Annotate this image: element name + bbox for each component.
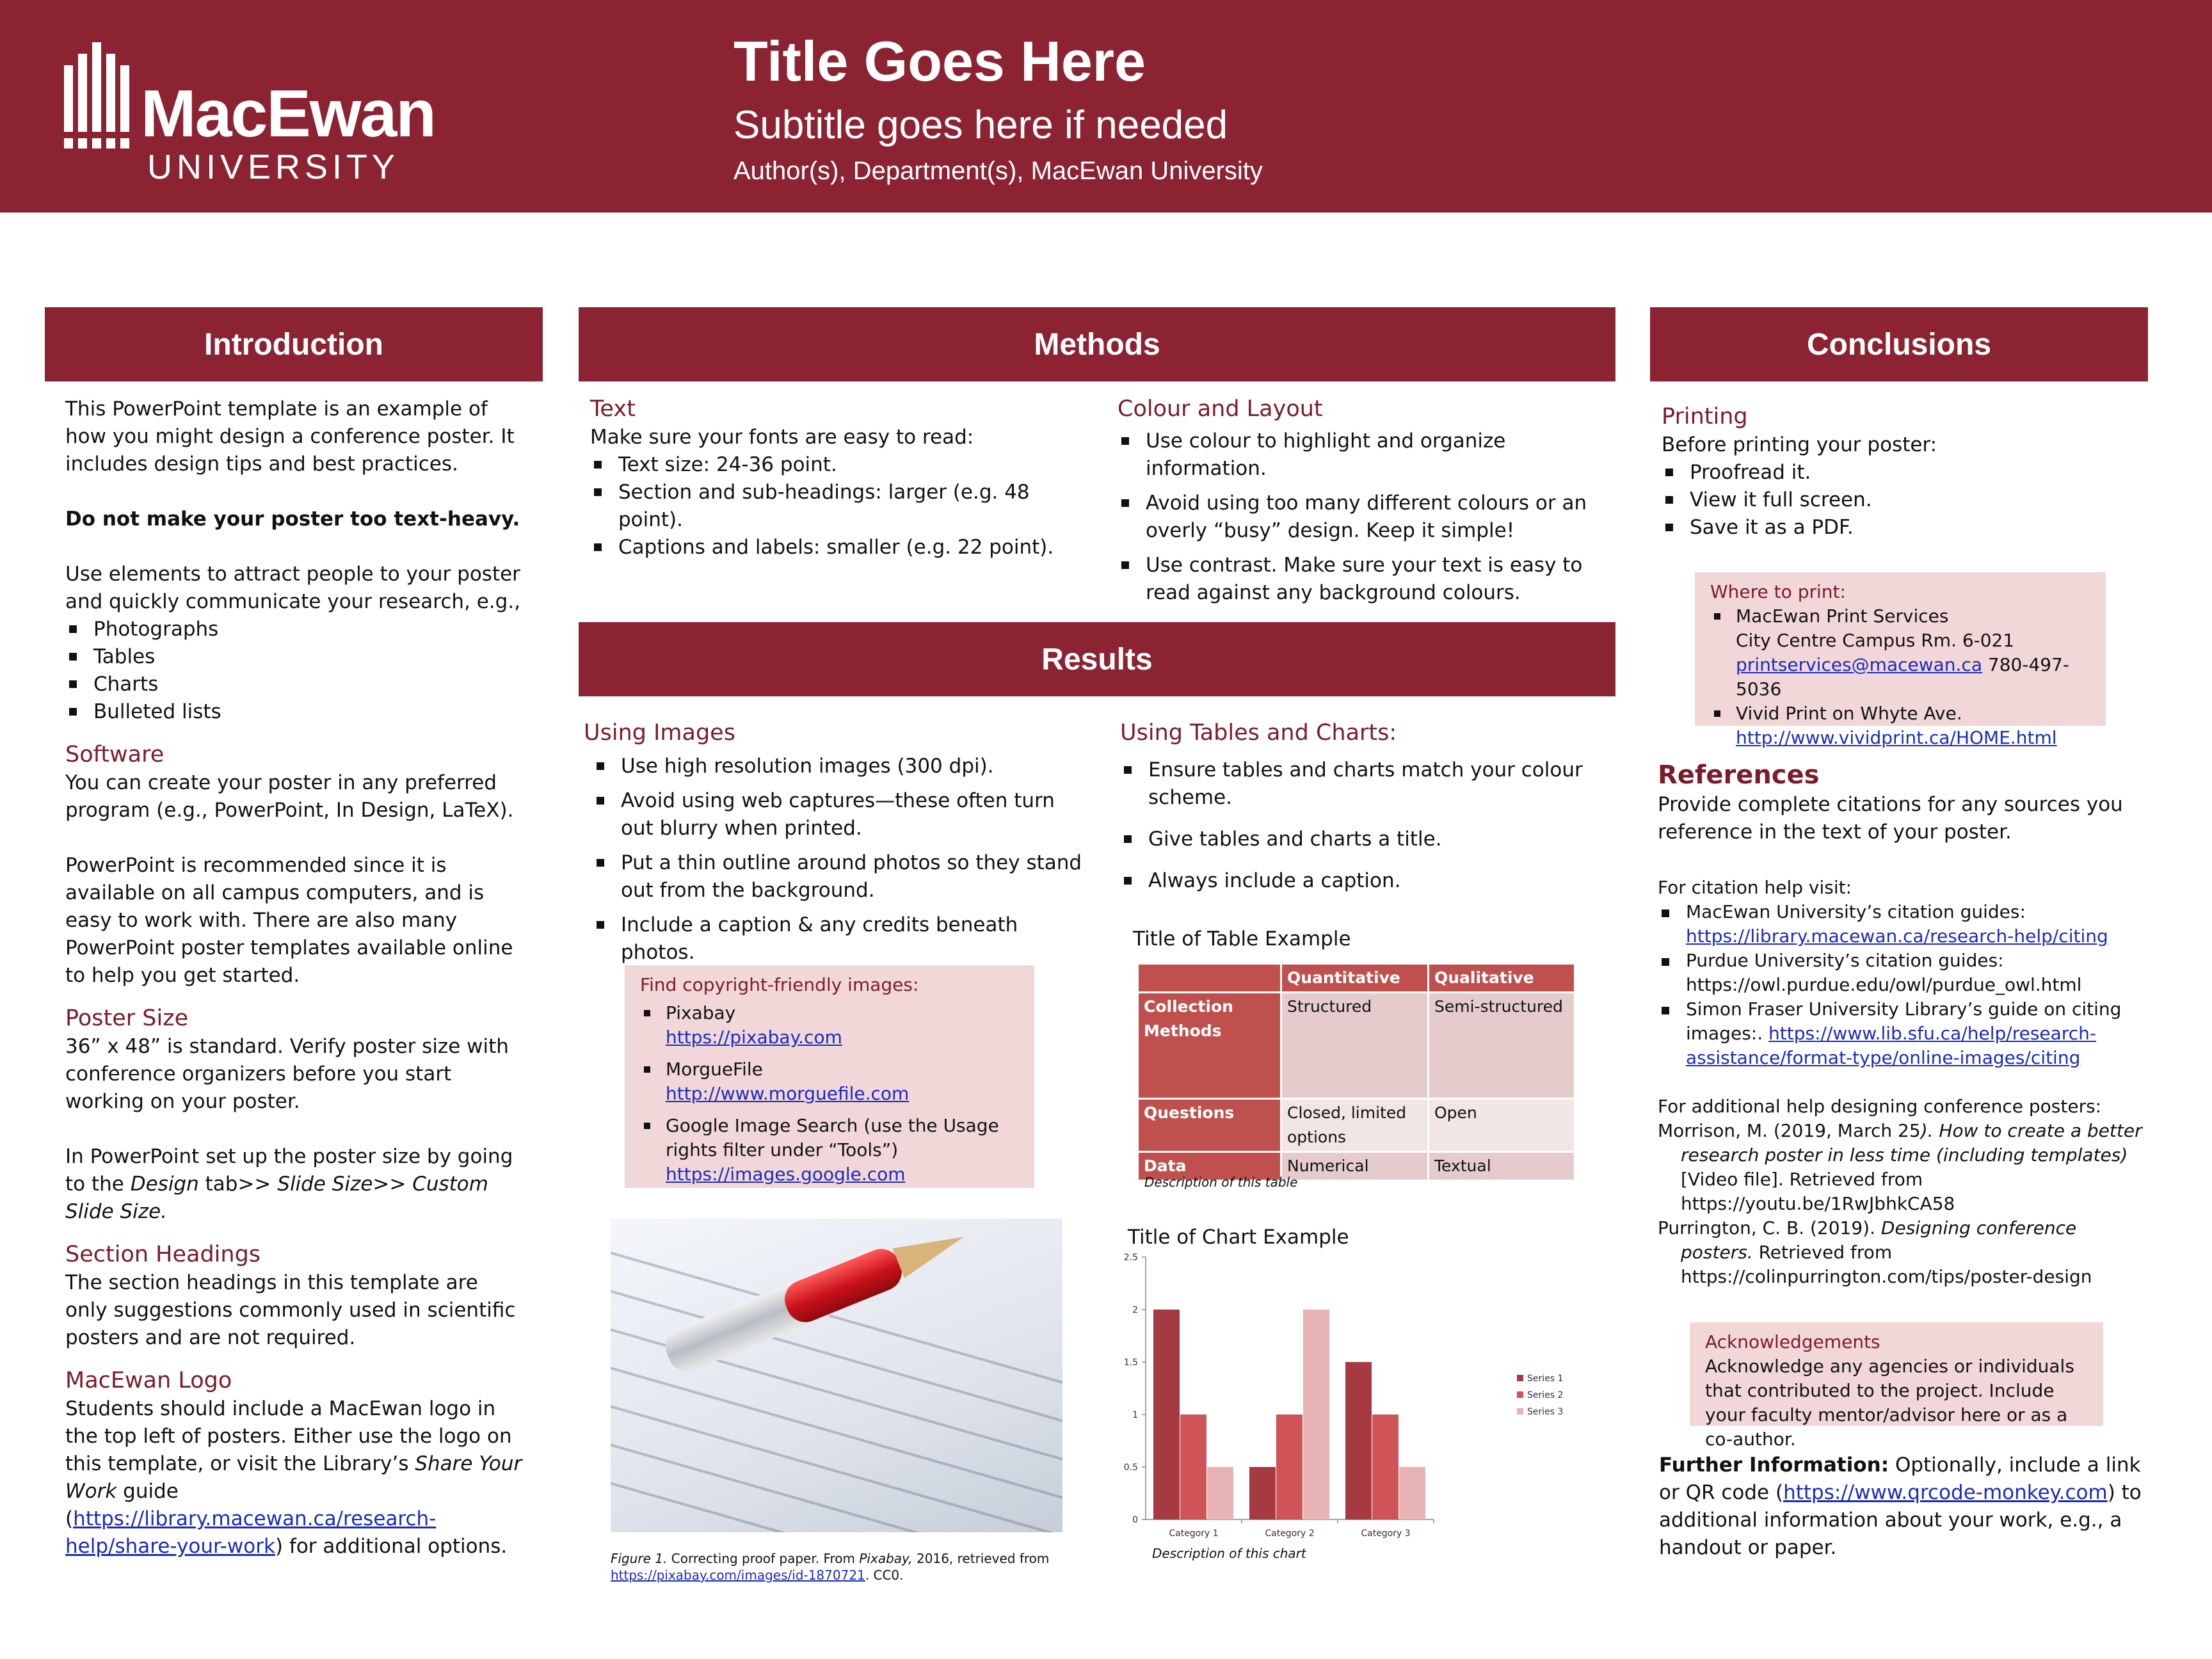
methods-heading: Methods — [579, 307, 1615, 381]
citation-help-column — [1658, 876, 2144, 1289]
chart-y-tick-label: 1.5 — [1123, 1358, 1138, 1368]
morguefile-link[interactable]: http://www.morguefile.com — [666, 1083, 910, 1104]
results-tables-column — [1120, 718, 1632, 895]
acknowledgements-title: Acknowledgements — [1705, 1331, 1880, 1352]
chart-caption: Description of this chart — [1152, 1546, 1306, 1561]
acknowledgements-box — [1690, 1322, 2103, 1450]
where-box-title: Where to print: — [1710, 581, 1846, 602]
using-images-subheading: Using Images — [584, 720, 735, 746]
list-item: MacEwan University’s citation guides: https://library.macewan.ca/research-help/citing — [1658, 900, 2144, 949]
poster-subtitle: Subtitle goes here if needed — [733, 102, 1228, 147]
qrcode-monkey-link[interactable]: https://www.qrcode-monkey.com — [1783, 1481, 2108, 1504]
copyright-list — [640, 1001, 1019, 1187]
chart-bar — [1399, 1467, 1425, 1519]
text-bullet-list — [590, 451, 1077, 561]
logo-subheading: MacEwan Logo — [65, 1368, 232, 1393]
list-item: Vivid Print on Whyte Ave. http://www.vividprint.ca/HOME.html — [1710, 701, 2090, 750]
logo-bars-icon — [64, 42, 128, 151]
list-item: Always include a caption. — [1120, 867, 1632, 895]
list-item: Text size: 24-36 point. — [590, 451, 1077, 479]
vividprint-link[interactable]: http://www.vividprint.ca/HOME.html — [1736, 727, 2057, 748]
list-item: MacEwan Print Services City Centre Campus Rm. 6-021 printservices@macewan.ca 780-497-5036 — [1710, 604, 2090, 701]
chart-x-tick-label: Category 2 — [1265, 1528, 1315, 1539]
acknowledgements-text: Acknowledge any agencies or individuals that contributed to the project. Include your faculty mentor/advisor here or as a co-author. — [1705, 1356, 2074, 1450]
table-cell: Numerical — [1281, 1152, 1429, 1181]
table-cell: Data — [1138, 1152, 1281, 1181]
logo-paragraph: Students should include a MacEwan logo in the top left of posters. Either use the logo on this template, or visit the Library’s Share Your Work guide (https://library.macewan.ca/research-help/share-your-work) for additional options. — [65, 1397, 522, 1558]
chart-bar — [1372, 1415, 1399, 1519]
printing-intro: Before printing your poster: — [1662, 433, 1937, 456]
table-cell: Closed, limited options — [1281, 1099, 1429, 1152]
list-item: View it full screen. — [1662, 486, 2148, 514]
print-locations-list — [1710, 604, 2090, 750]
chart-y-tick-label: 0.5 — [1123, 1463, 1138, 1473]
table-cell: Collection Methods — [1138, 993, 1281, 1099]
further-information: Further Information: Optionally, include a link or QR code (https://www.qrcode-monkey.com) to additional information about your work, e.g., a handout or paper. — [1659, 1454, 2142, 1559]
logo-subtext: UNIVERSITY — [147, 148, 400, 186]
table-row — [1138, 1099, 1575, 1152]
proofreading-photo — [611, 1219, 1062, 1532]
section-headings-subheading: Section Headings — [65, 1242, 261, 1267]
poster-size-paragraph-1: 36” x 48” is standard. Verify poster size with conference organizers before you start working on your poster. — [65, 1035, 509, 1113]
chart-legend-label: Series 1 — [1527, 1374, 1564, 1384]
list-item: Section and sub-headings: larger (e.g. 48 point). — [590, 479, 1077, 534]
bar-chart — [1114, 1248, 1575, 1549]
list-item: Proofread it. — [1662, 459, 2148, 486]
citation-help-text: For citation help visit: — [1658, 877, 1852, 898]
colour-subheading: Colour and Layout — [1118, 396, 1323, 422]
poster-size-subheading: Poster Size — [65, 1006, 189, 1031]
title-block — [733, 31, 1263, 186]
citation-guides-list — [1658, 900, 2144, 1070]
images-bullet-list — [593, 753, 1083, 966]
chart-x-tick-label: Category 3 — [1361, 1528, 1411, 1539]
list-item: Pixabay https://pixabay.com — [640, 1001, 1019, 1050]
example-table — [1137, 963, 1576, 1182]
references-paragraph: Provide complete citations for any sources you reference in the text of your poster. — [1658, 793, 2123, 844]
additional-help-text: For additional help designing conference posters: — [1658, 1096, 2102, 1117]
print-services-email-link[interactable]: printservices@macewan.ca — [1736, 654, 1982, 675]
figure-caption: Figure 1. Correcting proof paper. From Pixabay, 2016, retrieved from https://pixabay.com/images/id-1870721. CC0. — [611, 1551, 1050, 1583]
colour-bullet-list — [1118, 428, 1617, 607]
table-caption: Description of this table — [1144, 1174, 1298, 1190]
tables-bullet-list — [1120, 757, 1632, 895]
list-item: Use contrast. Make sure your text is easy to read against any background colours. — [1118, 552, 1617, 607]
poster-authors: Author(s), Department(s), MacEwan University — [733, 157, 1263, 186]
header-band — [0, 0, 2212, 212]
text-intro: Make sure your fonts are easy to read: — [590, 426, 974, 449]
table-cell: Questions — [1138, 1099, 1281, 1152]
list-item: Bulleted lists — [65, 698, 526, 726]
list-item: Ensure tables and charts match your colour scheme. — [1120, 757, 1632, 812]
chart-bar — [1180, 1415, 1206, 1519]
reference-entry: Morrison, M. (2019, March 25). How to create a better research poster in less time (including templates) [Video file]. Retrieved from https://youtu.be/1RwJbhkCA58 — [1658, 1120, 2142, 1214]
methods-text-column — [590, 394, 1077, 561]
google-images-link[interactable]: https://images.google.com — [666, 1164, 906, 1185]
chart-legend-label: Series 2 — [1527, 1390, 1564, 1400]
table-header-row — [1138, 964, 1575, 993]
where-to-print-box — [1695, 572, 2106, 748]
references-heading: References — [1658, 760, 1820, 790]
text-subheading: Text — [590, 396, 636, 422]
intro-bullet-list — [65, 616, 526, 726]
table-row — [1138, 993, 1575, 1099]
chart-bar — [1303, 1310, 1329, 1519]
list-item: Put a thin outline around photos so they stand out from the background. — [593, 849, 1083, 904]
list-item: Google Image Search (use the Usage rights filter under “Tools”) https://images.google.com — [640, 1114, 1019, 1187]
logo-name: MacEwan — [141, 77, 435, 151]
table-cell: Open — [1429, 1099, 1575, 1152]
table-cell: Structured — [1281, 993, 1429, 1099]
printing-subheading: Printing — [1662, 404, 1748, 429]
table-title: Title of Table Example — [1133, 927, 1351, 950]
intro-warning: Do not make your poster too text-heavy. — [65, 508, 520, 531]
chart-bar — [1276, 1415, 1302, 1519]
chart-legend-label: Series 3 — [1527, 1407, 1564, 1417]
list-item: Use high resolution images (300 dpi). — [593, 753, 1083, 780]
chart-legend-swatch — [1517, 1375, 1523, 1381]
list-item: Purdue University’s citation guides: https://owl.purdue.edu/owl/purdue_owl.html — [1658, 949, 2144, 997]
chart-x-tick-label: Category 1 — [1169, 1528, 1219, 1539]
conclusions-heading: Conclusions — [1650, 307, 2148, 381]
table-header-cell: Qualitative — [1429, 964, 1575, 993]
pixabay-link[interactable]: https://pixabay.com — [666, 1027, 842, 1048]
table-header-cell — [1138, 964, 1281, 993]
list-item: Save it as a PDF. — [1662, 514, 2148, 541]
list-item: Photographs — [65, 616, 526, 643]
table-header-cell: Quantitative — [1281, 964, 1429, 993]
copyright-images-box — [625, 965, 1034, 1188]
chart-bar — [1207, 1467, 1233, 1519]
list-item: Include a caption & any credits beneath photos. — [593, 911, 1083, 966]
chart-title: Title of Chart Example — [1128, 1226, 1349, 1249]
list-item: Simon Fraser University Library’s guide on citing images:. https://www.lib.sfu.ca/help/research-assistance/format-type/online-images/citing — [1658, 997, 2144, 1070]
intro-paragraph: This PowerPoint template is an example of how you might design a conference poster. It includes design tips and best practices. — [65, 397, 515, 476]
chart-y-tick-label: 2.5 — [1123, 1253, 1138, 1263]
software-subheading: Software — [65, 742, 164, 767]
share-your-work-link[interactable]: https://library.macewan.ca/research-help/share-your-work — [65, 1507, 437, 1558]
printing-bullet-list — [1662, 459, 2148, 541]
chart-bar — [1249, 1467, 1276, 1519]
references-column — [1658, 759, 2151, 846]
table-cell: Textual — [1429, 1152, 1575, 1181]
chart-y-tick-label: 0 — [1132, 1515, 1138, 1525]
chart-bar — [1153, 1310, 1180, 1519]
copyright-box-title: Find copyright-friendly images: — [640, 974, 919, 995]
intro-elements-text: Use elements to attract people to your poster and quickly communicate your research, e.g., — [65, 563, 521, 613]
list-item: Tables — [65, 643, 526, 671]
reference-entry: Purrington, C. B. (2019). Designing conference posters. Retrieved from https://colinpurrington.com/tips/poster-design — [1658, 1217, 2092, 1287]
list-item: MorgueFile http://www.morguefile.com — [640, 1057, 1019, 1106]
chart-y-tick-label: 1 — [1132, 1410, 1138, 1420]
list-item: Captions and labels: smaller (e.g. 22 point). — [590, 534, 1077, 561]
poster-size-paragraph-2: In PowerPoint set up the poster size by going to the Design tab>> Slide Size>> Custom Slide Size. — [65, 1145, 513, 1223]
software-paragraph-2: PowerPoint is recommended since it is available on all campus computers, and is easy to work with. There are also many PowerPoint poster templates available online to help you get started. — [65, 854, 513, 987]
chart-bar — [1345, 1362, 1372, 1519]
chart-legend-swatch — [1517, 1391, 1523, 1398]
introduction-heading: Introduction — [45, 307, 543, 381]
results-images-column — [584, 718, 1083, 974]
poster-title: Title Goes Here — [733, 29, 1146, 93]
introduction-column — [65, 396, 526, 1560]
methods-colour-column — [1118, 394, 1617, 614]
list-item: Avoid using too many different colours or an overly “busy” design. Keep it simple! — [1118, 490, 1617, 545]
results-heading: Results — [579, 622, 1615, 696]
list-item: Use colour to highlight and organize information. — [1118, 428, 1617, 483]
chart-y-tick-label: 2 — [1132, 1305, 1138, 1315]
list-item: Give tables and charts a title. — [1120, 826, 1632, 853]
table-cell: Semi-structured — [1429, 993, 1575, 1099]
using-tables-subheading: Using Tables and Charts: — [1120, 720, 1397, 746]
software-paragraph-1: You can create your poster in any preferred program (e.g., PowerPoint, In Design, LaTeX). — [65, 771, 514, 822]
conclusions-column — [1662, 402, 2148, 541]
macewan-citing-link[interactable]: https://library.macewan.ca/research-help/citing — [1686, 926, 2108, 947]
list-item: Charts — [65, 671, 526, 698]
section-headings-paragraph: The section headings in this template are only suggestions commonly used in scientific posters and are not required. — [65, 1271, 516, 1349]
sfu-citing-link[interactable]: https://www.lib.sfu.ca/help/research-assistance/format-type/online-images/citing — [1686, 1023, 2096, 1068]
chart-legend-swatch — [1517, 1408, 1523, 1415]
pixabay-image-link[interactable]: https://pixabay.com/images/id-1870721 — [611, 1567, 865, 1583]
list-item: Avoid using web captures—these often turn out blurry when printed. — [593, 787, 1083, 842]
macewan-logo — [64, 42, 448, 186]
